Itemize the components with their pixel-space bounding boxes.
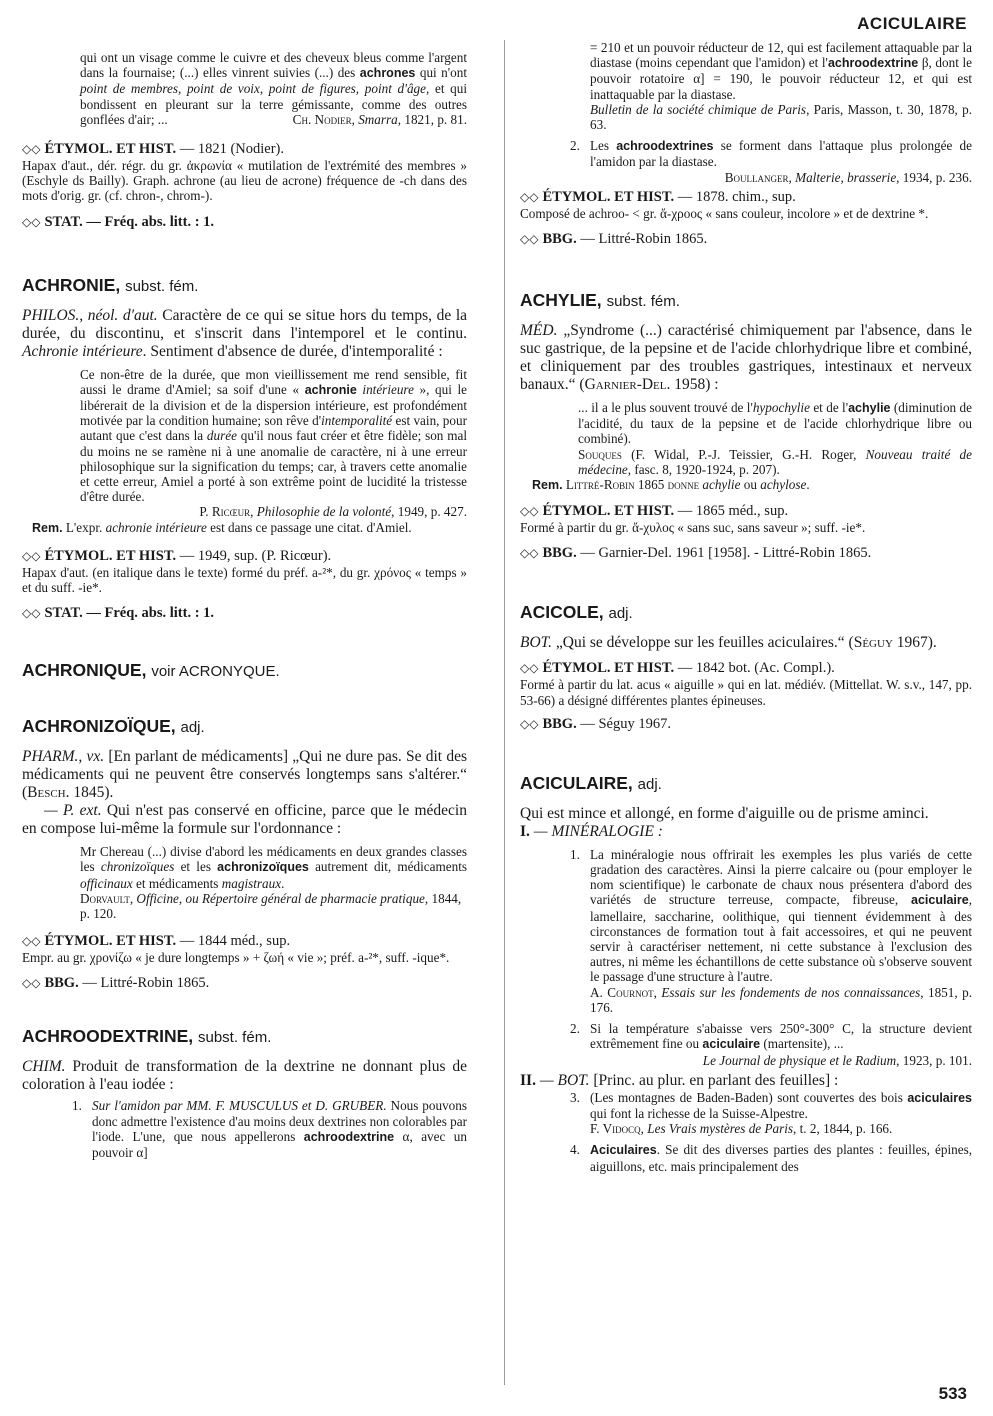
definition: PHARM., vx. [En parlant de médicaments] „Qui ne dure pas. Se dit des médicaments qui ne peuvent être conservés longtemps sans s'altérer.“ (Besch. 1845). xyxy=(22,748,467,802)
stat-line: ◇◇ STAT. — Fréq. abs. litt. : 1. xyxy=(22,213,215,230)
etymology-text: Hapax d'aut., dér. régr. du gr. ἀκρωνία « mutilation de l'extrémité des membres » (Eschyle ds Bailly). Graph. achrone (au lieu de acrone) fréquence de -ch dans des mots d'orig. gr. (cf. chron-, chrom-). xyxy=(22,158,467,204)
entry-heading-achronique: ACHRONIQUE, voir ACRONYQUE. xyxy=(22,660,280,681)
bibliography-line: ◇◇ BBG. — Garnier-Del. 1961 [1958]. - Littré-Robin 1865. xyxy=(520,545,872,562)
definition: BOT. „Qui se développe sur les feuilles aciculaires.“ (Séguy 1967). xyxy=(520,634,937,652)
section-heading: I. — MINÉRALOGIE : xyxy=(520,822,663,840)
citation-continued: = 210 et un pouvoir réducteur de 12, qui est facilement attaquable par la diastase (moins cependant que l'amidon) et l'achroodextrine β, dont le pouvoir rotatoire α] = 190, le pouvoir réducteur 12, et qui est inattaquable par la diastase. Bulletin de la société chimique de Paris, Paris, Masson, t. 30, 1878, p. 63. xyxy=(590,40,972,133)
numbered-citation: 2. Si la température s'abaisse vers 250°-300° C, la structure devient extrêmement fine ou aciculaire (martensite), ... Le Journal de physique et le Radium, 1923, p. 101. xyxy=(570,1021,972,1068)
etymology-text: Composé de achroo- < gr. ἄ-χροος « sans couleur, incolore » et de dextrine *. xyxy=(520,205,929,221)
citation-source: Bulletin de la société chimique de Paris, Paris, Masson, t. 30, 1878, p. 63. xyxy=(590,101,972,133)
diamond-icon: ◇◇ xyxy=(22,934,41,949)
bibliography-line: ◇◇ BBG. — Littré-Robin 1865. xyxy=(520,231,708,248)
etymology-heading: ◇◇ ÉTYMOL. ET HIST. — 1844 méd., sup. xyxy=(22,933,291,950)
diamond-icon: ◇◇ xyxy=(520,661,539,676)
diamond-icon: ◇◇ xyxy=(22,142,41,157)
numbered-citation: 3. (Les montagnes de Baden-Baden) sont couvertes des bois aciculaires qui font la richesse de la Suisse-Alpestre. F. Vidocq, Les Vrais mystères de Paris, t. 2, 1844, p. 166. xyxy=(570,1089,972,1137)
right-column xyxy=(520,40,972,1174)
etymology-heading: ◇◇ ÉTYMOL. ET HIST. — 1865 méd., sup. xyxy=(520,503,789,520)
definition: MÉD. „Syndrome (...) caractérisé chimiquement par l'absence, dans le suc gastrique, de la pepsine et de l'acide chlorhydrique libre et combiné, et cliniquement par des troubles gastriques, intestinaux et nerveux banaux.“ (Garnier-Del. 1958) : xyxy=(520,322,972,394)
etymology-heading: ◇◇ ÉTYMOL. ET HIST. — 1842 bot. (Ac. Compl.). xyxy=(520,660,835,677)
definition: PHILOS., néol. d'aut. Caractère de ce qui se situe hors du temps, de la durée, du discontinu, et s'inscrit dans l'intemporel et le continu. Achronie intérieure. Sentiment d'absence de durée, d'intemporalité : xyxy=(22,306,468,360)
bibliography-line: ◇◇ BBG. — Séguy 1967. xyxy=(520,715,671,732)
diamond-icon: ◇◇ xyxy=(520,546,539,561)
etymology-heading: ◇◇ ÉTYMOL. ET HIST. — 1949, sup. (P. Ricœur). xyxy=(22,547,332,564)
diamond-icon: ◇◇ xyxy=(22,606,41,621)
numbered-citation: 1. Sur l'amidon par MM. F. MUSCULUS et D. GRUBER. Nous pouvons donc admettre l'existence d'au moins deux dextrines non colorables par l'iode. L'une, que nous appellerons achroodextrine α, avec un pouvoir α] xyxy=(72,1098,467,1161)
definition: CHIM. Produit de transformation de la dextrine ne donnant plus de coloration à l'eau iodée : xyxy=(22,1058,467,1094)
citation-source: Le Journal de physique et le Radium, 1923, p. 101. xyxy=(702,1052,972,1068)
stat-line: ◇◇ STAT. — Fréq. abs. litt. : 1. xyxy=(22,605,215,622)
citation-source: Dorvault, Officine, ou Répertoire général de pharmacie pratique, 1844, p. 120. xyxy=(80,890,462,922)
citation-source: A. Cournot, Essais sur les fondements de nos connaissances, 1851, p. 176. xyxy=(590,984,973,1015)
entry-heading-achroodextrine: ACHROODEXTRINE, subst. fém. xyxy=(22,1026,272,1047)
remark: Rem. Littré-Robin 1865 donne achylie ou achylose. xyxy=(532,477,810,493)
citation-source: F. Vidocq, Les Vrais mystères de Paris, t. 2, 1844, p. 166. xyxy=(590,1121,893,1137)
numbered-citation: 4. Aciculaires. Se dit des diverses parties des plantes : feuilles, épines, aiguillons, etc. mais principalement des xyxy=(570,1142,972,1174)
citation: Mr Chereau (...) divise d'abord les médicaments en deux grandes classes les chronizoïques et les achronizoïques autrement dit, médicaments officinaux et médicaments magistraux. Dorvault, Officine, ou Répertoire général de pharmacie pratique, 1844, p. 120. xyxy=(80,844,467,922)
etymology-text: Empr. au gr. χρονίζω « je dure longtemps » + ζωή « vie »; préf. a-²*, suff. -ique*. xyxy=(22,950,450,966)
citation-source: P. Ricœur, Philosophie de la volonté, 1949, p. 427. xyxy=(199,504,467,520)
etymology-text: Formé à partir du gr. ἄ-χυλος « sans suc, sans saveur »; suff. -ie*. xyxy=(520,520,866,536)
entry-heading-acicole: ACICOLE, adj. xyxy=(520,602,633,623)
citation: ... il a le plus souvent trouvé de l'hypochylie et de l'achylie (diminution de l'acidité, du taux de la pepsine et de l'acide chlorhydrique libre ou combiné). Souques (F. Widal, P.-J. Teissier, G.-H. Roger, Nouveau traité de médecine, fasc. 8, 1920-1924, p. 207). xyxy=(578,400,972,477)
citation: Ce non-être de la durée, que mon vieillissement me rend sensible, fit aussi le drame d'Amiel; sa soif d'une « achronie intérieure », qui le libérerait de la division et de la dispersion intérieure, est profondément motivée par la condition humaine; son rêve d'intemporalité est vain, pour autant que c'est dans la durée qu'il nous faut créer et être fidèle; son mal du moins ne se ramène ni à une anomalie de caractère, ni à une erreur philosophique sur la signification du temps; car, à travers cette anomalie et cette erreur, Amiel a porté à son extrême point de lucidité la tristesse d'être durée. xyxy=(80,366,468,505)
column-divider xyxy=(504,40,505,1385)
section-heading: II. — BOT. [Princ. au plur. en parlant des feuilles] : xyxy=(520,1071,839,1089)
etymology-heading: ◇◇ ÉTYMOL. ET HIST. — 1878. chim., sup. xyxy=(520,188,796,205)
citation-source: Boullanger, Malterie, brasserie, 1934, p. 236. xyxy=(724,169,972,185)
etymology-text: Formé à partir du lat. acus « aiguille » qui en lat. médiév. (Mittellat. W. s.v., 147, pp. 53-66) a désigné différentes plantes épineuses. xyxy=(520,677,972,708)
diamond-icon: ◇◇ xyxy=(520,232,539,247)
numbered-citation: 2. Les achroodextrines se forment dans l'attaque plus prolongée de l'amidon par la diastase. Boullanger, Malterie, brasserie, 1934, p. 236. xyxy=(570,138,972,185)
diamond-icon: ◇◇ xyxy=(520,716,539,731)
numbered-citation: 1. La minéralogie nous offrirait les exemples les plus variés de cette gradation des caractères. Ainsi la pierre calcaire ou (pour employer le nom scientifique) le carbonate de chaux nous présentera d'abord des variétés de structure terreuse, compacte, fibreuse, aciculaire, lamellaire, saccharine, oolithique, qui tiennent évidemment à des circonstances de formation tout à fait accessoires, et qui ne peuvent servir à caractériser nettement, ni cette substance à l'exclusion des autres, ni même les échantillons de cette substance où s'observe souvent le passage d'une structure à l'autre. A. Cournot, Essais sur les fondements de nos connaissances, 1851, p. 176. xyxy=(570,846,973,1015)
entry-heading-achronie: ACHRONIE, subst. fém. xyxy=(22,274,199,295)
achrone-quote: qui ont un visage comme le cuivre et des cheveux bleus comme l'argent dans la fournaise; (...) elles vinrent suivies (...) des achrones qui n'ont point de membres, point de voix, point de figures, point d'âge, et qui bondissent en pleurant sur la terre gémissante, comme des outres gonflées d'air; ... Ch. Nodier, Smarra, 1821, p. 81. xyxy=(80,50,467,127)
remark: Rem. L'expr. achronie intérieure est dans ce passage une citat. d'Amiel. xyxy=(32,519,412,535)
left-column xyxy=(22,40,467,1160)
etymology-text: Hapax d'aut. (en italique dans le texte) formé du préf. a-²*, du gr. χρόνος « temps » et du suff. -ie*. xyxy=(22,564,467,596)
citation-source: Souques (F. Widal, P.-J. Teissier, G.-H. Roger, Nouveau traité de médecine, fasc. 8, 1920-1924, p. 207). xyxy=(578,446,972,477)
entry-heading-achylie: ACHYLIE, subst. fém. xyxy=(520,290,680,311)
running-header: ACICULAIRE xyxy=(857,14,967,33)
page-number: 533 xyxy=(938,1384,967,1403)
diamond-icon: ◇◇ xyxy=(22,976,41,991)
entry-heading-achronizoique: ACHRONIZOÏQUE, adj. xyxy=(22,716,205,737)
diamond-icon: ◇◇ xyxy=(520,189,539,204)
definition-extension: — P. ext. Qui n'est pas conservé en officine, parce que le médecin en compose lui-même la formule sur l'ordonnance : xyxy=(22,802,467,838)
definition: Qui est mince et allongé, en forme d'aiguille ou de prisme aminci. xyxy=(520,804,929,822)
bibliography-line: ◇◇ BBG. — Littré-Robin 1865. xyxy=(22,975,210,992)
etymology-heading: ◇◇ ÉTYMOL. ET HIST. — 1821 (Nodier). xyxy=(22,141,285,158)
diamond-icon: ◇◇ xyxy=(22,548,41,563)
diamond-icon: ◇◇ xyxy=(22,214,41,229)
entry-heading-aciculaire: ACICULAIRE, adj. xyxy=(520,772,662,793)
diamond-icon: ◇◇ xyxy=(520,504,539,519)
quote-source: Ch. Nodier, Smarra, 1821, p. 81. xyxy=(292,111,467,127)
